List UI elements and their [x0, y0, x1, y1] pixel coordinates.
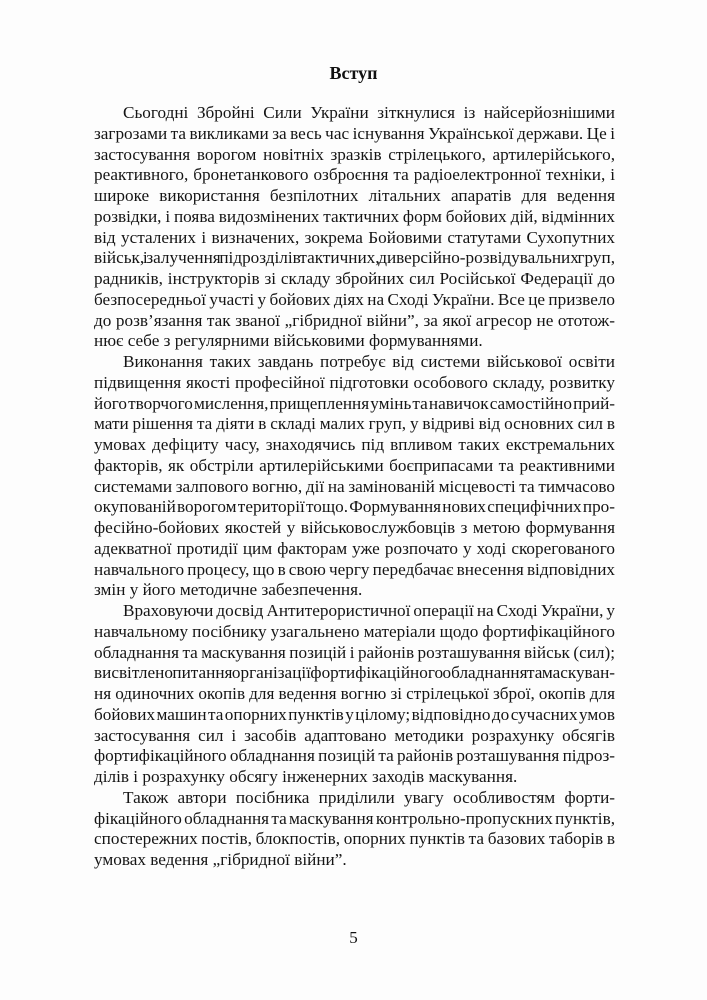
body-text [94, 103, 615, 871]
text-line: його творчого мислення, прищеплення умінь та навичок самостійно прий- [94, 393, 615, 413]
page-number: 5 [349, 928, 358, 947]
text-line: ня одиночних окопів для ведення вогню зі стрілецької зброї, окопів для [94, 684, 615, 703]
text-line: навчального процесу, що в свою чергу передбачає внесення відповідних [94, 559, 615, 579]
paragraph [94, 352, 615, 601]
text-line: фесійно-бойових якостей у військовослужбовців з метою формування [94, 518, 615, 537]
text-line: факторів, як обстріли артилерійськими боєприпасами та реактивними [94, 455, 615, 475]
text-line: підвищення якості професійної підготовки особового складу, розвитку [94, 372, 615, 392]
text-line: обладнання та маскування позицій і районів розташування військ (сил); [94, 642, 615, 662]
text-line: фортифікаційного обладнання позицій та районів розташування підроз- [94, 746, 615, 766]
text-line: Також автори посібника приділили увагу особливостям форти- [123, 787, 615, 807]
text-line: фікаційного обладнання та маскування контрольно-пропускних пунктів, [94, 808, 615, 828]
text-line: умовах ведення „гібридної війни”. [94, 850, 347, 869]
text-line: Сьогодні Збройні Сили України зіткнулися із найсерйознішими [123, 103, 615, 122]
text-line: широке використання безпілотних літальних апаратів для ведення [94, 186, 615, 205]
text-line: застосування ворогом новітніх зразків стрілецького, артилерійського, [94, 144, 615, 164]
text-line: системами залпового вогню, дії на замінованій місцевості та тимчасово [94, 476, 615, 496]
text-line: умовах дефіциту часу, знаходячись під впливом таких екстремальних [94, 435, 615, 454]
text-line: навчальному посібнику узагальнено матеріали щодо фортифікаційного [94, 621, 615, 641]
text-line: мати рішення та діяти в складі малих груп, у відриві від основних сил в [94, 414, 615, 434]
text-line: окупованій ворогом території тощо. Формування нових специфічних про- [94, 497, 615, 517]
text-line: Виконання таких завдань потребує від системи військової освіти [123, 352, 615, 371]
text-line: висвітлено питання організації фортифікаційного обладнання та маскуван- [94, 663, 615, 683]
text-line: до розв’язання так званої „гібридної війни”, за якої агресор не ототож- [94, 310, 615, 330]
text-line: реактивного, бронетанкового озброєння та радіоелектронної техніки, і [94, 165, 615, 185]
text-line: безпосередньої участі у бойових діях на Сході України. Все це призвело [94, 289, 615, 309]
text-line: від усталених і визначених, зокрема Бойовими статутами Сухопутних [94, 227, 615, 247]
paragraph [94, 601, 615, 788]
text-line: військ, і залучення підрозділів тактичних, диверсійно-розвідувальних груп, [94, 248, 615, 268]
paragraph [94, 788, 615, 871]
text-line: змін у його методичне забезпечення. [94, 580, 363, 600]
text-line: бойових машин та опорних пунктів у цілому; відповідно до сучасних умов [94, 704, 615, 724]
text-line: ділів і розрахунку обсягу інженерних заходів маскування. [94, 767, 518, 786]
text-line: розвідки, і поява видозмінених тактичних форм бойових дій, відмінних [94, 206, 615, 226]
text-line: адекватної протидії цим факторам уже розпочато у ході скорегованого [94, 538, 615, 558]
text-line: застосування сил і засобів адаптовано методики розрахунку обсягів [94, 725, 615, 745]
text-line: нює себе з регулярними військовими формуваннями. [94, 331, 483, 351]
text-line: Враховуючи досвід Антитерористичної операції на Сході України, у [123, 601, 615, 620]
text-line: радників, інструкторів зі складу збройних сил Російської Федерації до [94, 269, 615, 288]
section-title: Вступ [329, 63, 378, 83]
paragraph [94, 103, 615, 352]
text-line: загрозами та викликами за весь час існування Української держави. Це і [94, 123, 615, 143]
text-line: спостережних постів, блокпостів, опорних пунктів та базових таборів в [94, 829, 615, 849]
